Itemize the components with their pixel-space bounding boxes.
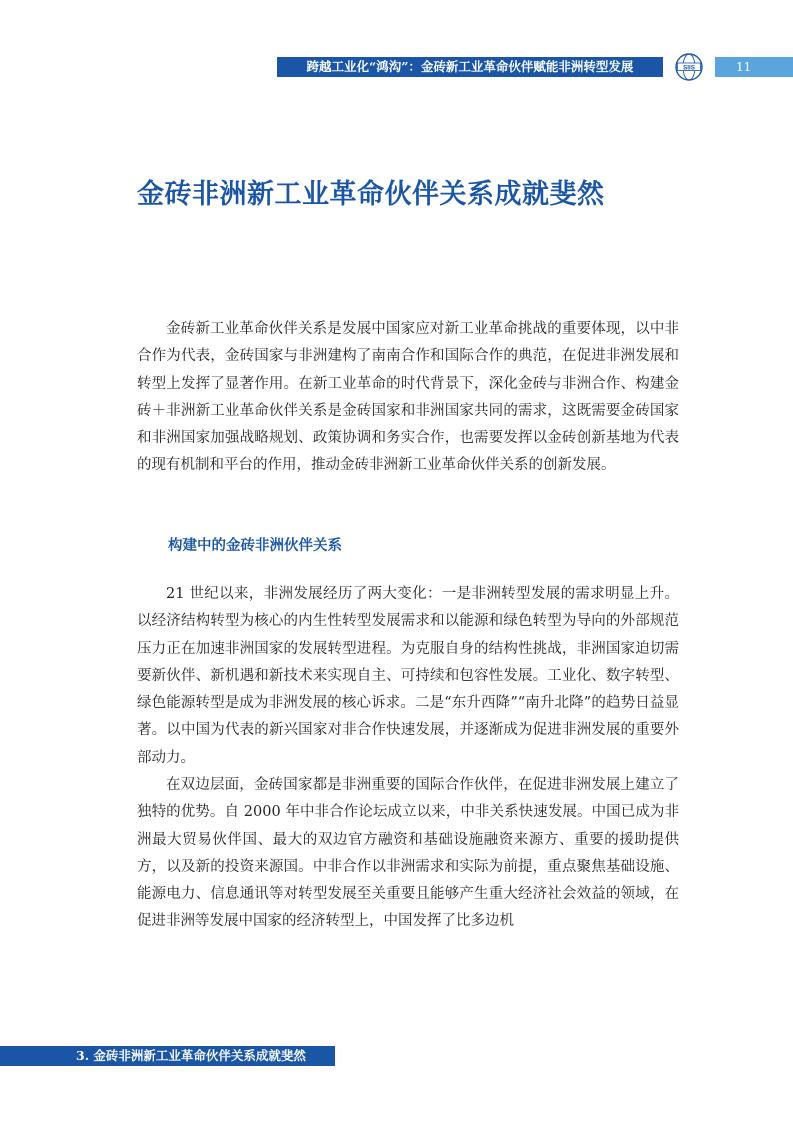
page-number: 11 [736,60,752,74]
paragraph-bilateral: 在双边层面，金砖国家都是非洲重要的国际合作伙伴，在促进非洲发展上建立了独特的优势。自 2000 年中非合作论坛成立以来，中非关系快速发展。中国已成为非洲最大贸易伙伴国、最大的双边官方融资和基础设施融资来源方、重要的援助提供方，以及新的投资来源国。中非合作以非洲需求和实际为前提，重点聚焦基础设施、能源电力、信息通讯等对转型发展至关重要且能够产生重大经济社会效益的领域，在促进非洲等发展中国家的经济转型上，中国发挥了比多边机 [137,777,679,930]
section-footer-label: 3. 金砖非洲新工业革命伙伴关系成就斐然 [76,1048,306,1063]
subheading: 构建中的金砖非洲伙伴关系 [168,537,342,554]
running-header [277,57,663,77]
paragraph-two-changes: 21 世纪以来，非洲发展经历了两大变化：一是非洲转型发展的需求明显上升。以经济结构转型为核心的内生性转型发展需求和以能源和绿色转型为导向的外部规范压力正在加速非洲国家的发展转型进程。为克服自身的结构性挑战，非洲国家迫切需要新伙伴、新机遇和新技术来实现自主、可持续和包容性发展。工业化、数字转型、绿色能源转型是成为非洲发展的核心诉求。二是“东升西降”“南升北降”的趋势日益显著。以中国为代表的新兴国家对非合作快速发展，并逐渐成为促进非洲发展的重要外部动力。 [137,586,679,766]
section-footer [0,1046,335,1066]
siis-logo-icon [674,52,704,82]
paragraph-intro: 金砖新工业革命伙伴关系是发展中国家应对新工业革命挑战的重要体现，以中非合作为代表，金砖国家与非洲建构了南南合作和国际合作的典范，在促进非洲发展和转型上发挥了显著作用。在新工业革命的时代背景下，深化金砖与非洲合作、构建金砖＋非洲新工业革命伙伴关系是金砖国家和非洲国家共同的需求，这既需要金砖国家和非洲国家加强战略规划、政策协调和务实合作，也需要发挥以金砖创新基地为代表的现有机制和平台的作用，推动金砖非洲新工业革命伙伴关系的创新发展。 [137,321,679,474]
section-title: 金砖非洲新工业革命伙伴关系成就斐然 [137,179,605,210]
running-header-title: 跨越工业化“鸿沟”：金砖新工业革命伙伴赋能非洲转型发展 [306,59,634,74]
page-number-bar [715,57,793,77]
logo-text: SIIS [683,64,695,72]
